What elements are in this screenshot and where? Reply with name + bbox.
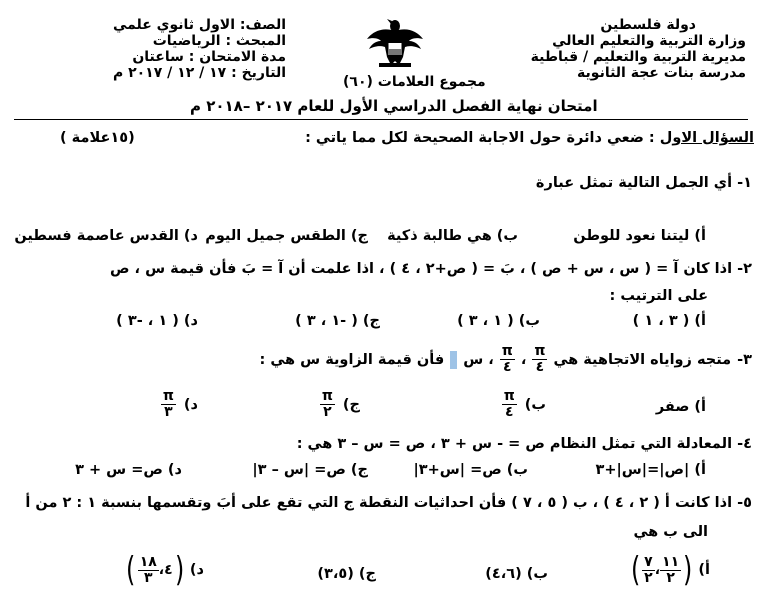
q3-fraction-pi-4-b: $\frac{\pi}{٤}$ bbox=[501, 343, 513, 375]
q3-option-b-label: ب) bbox=[524, 396, 546, 413]
section-marks: (١٥علامة ) bbox=[60, 130, 135, 146]
q5-option-d[interactable] bbox=[124, 550, 204, 590]
q4-option-b[interactable]: ب) ص= |س+٣| bbox=[413, 462, 528, 478]
q3-number: ٣- bbox=[737, 351, 752, 368]
q3-option-c[interactable] bbox=[320, 389, 360, 420]
header-directorate: مديرية التربية والتعليم / قباطية bbox=[530, 49, 746, 65]
q1-stem bbox=[536, 175, 752, 191]
q2-number: ٢- bbox=[737, 261, 752, 277]
q5-text: اذا كانت أ ( ٢ ، ٤ ) ، ب ( ٥ ، ٧ ) فأن احداثيات النقطة ج التي تقع على أبَ وتقسمها بنسبة ١ : ٢ من أ bbox=[25, 495, 733, 511]
section-title bbox=[305, 130, 754, 146]
q2-option-a[interactable]: أ) ( ٣ ، ١ ) bbox=[632, 313, 706, 329]
q4-number: ٤- bbox=[737, 436, 752, 452]
header-country: دولة فلسطين bbox=[600, 17, 696, 33]
exam-title: امتحان نهاية الفصل الدراسي الأول للعام ٢٠١٧ –٢٠١٨ م bbox=[190, 97, 598, 115]
q4-option-a[interactable]: أ) |ص|=|س|+٣ bbox=[595, 462, 706, 478]
q3-option-d[interactable] bbox=[161, 389, 198, 420]
q3-option-c-fraction: $\frac{\pi}{٢}$ bbox=[321, 388, 333, 420]
q5-option-a[interactable] bbox=[629, 550, 710, 590]
q1-option-b[interactable]: ب) هي طالبة ذكية bbox=[387, 228, 518, 244]
q2-option-b[interactable]: ب) ( ١ ، ٣ ) bbox=[457, 313, 540, 329]
q5-stem bbox=[25, 495, 752, 511]
question-1-heading: السؤال الاول bbox=[659, 130, 754, 146]
q2-stem bbox=[110, 261, 752, 277]
text-cursor bbox=[450, 351, 457, 369]
header-left-block bbox=[76, 17, 286, 81]
q3-stem: ٣- متجه زواياه الاتجاهية هي $\frac{\pi}{٤}$ ، $\frac{\pi}{٤}$ ، س فأن قيمة الزاوية س هي : bbox=[259, 343, 752, 375]
header-ministry: وزارة التربية والتعليم العالي bbox=[552, 33, 746, 49]
q4-option-d[interactable]: د) ص= س + ٣ bbox=[75, 462, 182, 478]
header-grade: الصف: الاول ثانوي علمي bbox=[112, 17, 286, 33]
q3-fraction-pi-4-a: $\frac{\pi}{٤}$ bbox=[534, 343, 546, 375]
q3-option-b[interactable] bbox=[502, 389, 546, 420]
q5-option-a-label: أ) bbox=[698, 562, 710, 578]
q2-stem-line2: على الترتيب : bbox=[609, 288, 708, 304]
q1-option-a[interactable]: أ) ليتنا نعود للوطن bbox=[573, 228, 706, 244]
q3-option-d-fraction: $\frac{\pi}{٣}$ bbox=[162, 388, 174, 420]
header-duration: مدة الامتحان : ساعتان bbox=[132, 49, 286, 65]
q5-option-d-label: د) bbox=[189, 562, 204, 578]
total-marks: مجموع العلامات (٦٠) bbox=[343, 74, 486, 90]
q3-text-c: فأن قيمة الزاوية س هي : bbox=[259, 351, 445, 368]
q5-number: ٥- bbox=[737, 495, 752, 511]
q5-option-c[interactable]: ج) (٣،٥) bbox=[317, 566, 376, 582]
header-school: مدرسة بنات عجة الثانوية bbox=[577, 65, 746, 81]
palestine-emblem-icon bbox=[365, 17, 425, 69]
q3-option-b-fraction: $\frac{\pi}{٤}$ bbox=[503, 388, 515, 420]
q1-option-c[interactable]: ج) الطقس جميل اليوم bbox=[205, 228, 368, 244]
q5-option-b[interactable]: ب) (٤،٦) bbox=[485, 566, 548, 582]
header-right-block bbox=[531, 17, 746, 81]
q2-text: اذا كان آ = ( س ، س + ص ) ، بَ = ( ص+٢ ، ٤ ) ، اذا علمت أن آ = بَ فأن قيمة س ، ص bbox=[109, 261, 733, 277]
section-instruction: : ضعي دائرة حول الاجابة الصحيحة لكل مما ياتي : bbox=[305, 130, 655, 146]
q3-text-b: ، س bbox=[463, 351, 494, 368]
q5-option-d-value: ( ٤، $\frac{١٨}{٣}$ ) bbox=[126, 550, 184, 590]
q2-option-c[interactable]: ج) ( -١ ، ٣ ) bbox=[295, 313, 380, 329]
q4-text: المعادلة التي تمثل النظام ص = - س + ٣ ، ص = س – ٣ هي : bbox=[296, 436, 733, 452]
divider-line bbox=[14, 119, 748, 120]
q1-option-d[interactable]: د) القدس عاصمة فسطين bbox=[14, 228, 198, 244]
header-subject: المبحث : الرياضيات bbox=[152, 33, 286, 49]
q5-stem-line2: الى ب هي bbox=[633, 524, 708, 540]
q4-stem bbox=[297, 436, 752, 452]
q3-option-d-label: د) bbox=[183, 396, 198, 413]
q3-text-a: متجه زواياه الاتجاهية هي bbox=[553, 351, 732, 368]
q4-option-c[interactable]: ج) ص= |س – ٣| bbox=[252, 462, 368, 478]
q2-option-d[interactable]: د) ( ١ ، -٣ ) bbox=[116, 313, 198, 329]
q1-text: أي الجمل التالية تمثل عبارة bbox=[535, 175, 733, 191]
q1-number: ١- bbox=[737, 175, 752, 191]
header-date: التاريخ : ١٧ / ١٢ / ٢٠١٧ م bbox=[112, 65, 286, 81]
q3-option-a[interactable]: أ) صفر bbox=[655, 399, 706, 415]
q3-option-c-label: ج) bbox=[342, 396, 360, 413]
q5-option-a-value: ( $\frac{١١}{٢}$ ، $\frac{٧}{٢}$ ) bbox=[630, 550, 693, 590]
